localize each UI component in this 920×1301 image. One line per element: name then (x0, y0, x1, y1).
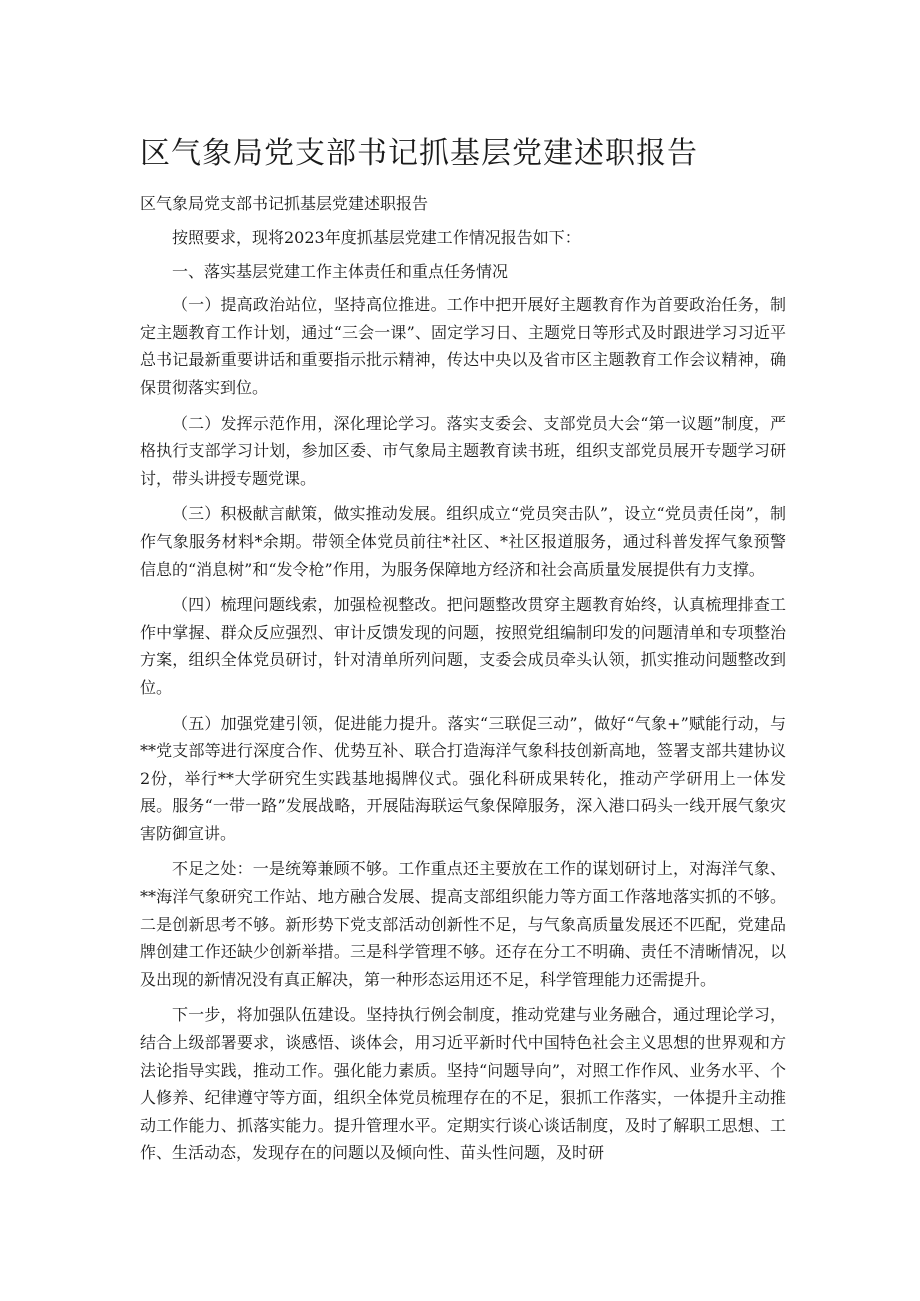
intro-paragraph: 按照要求，现将2023年度抓基层党建工作情况报告如下： (172, 228, 581, 247)
next-steps-paragraph: 下一步，将加强队伍建设。坚持执行例会制度，推动党建与业务融合，通过理论学习，结合上级部署要求，谈感悟、谈体会，用习近平新时代中国特色社会主义思想的世界观和方法论指导实践，推动工作。强化能力素质。坚持“问题导向”，对照工作作风、业务水平、个人修养、纪律遵守等方面，组织全体党员梳理存在的不足，狠抓工作落实，一体提升主动推动工作能力、抓落实能力。提升管理水平。定期实行谈心谈话制度，及时了解职工思想、工作、生活动态，发现存在的问题以及倾向性、苗头性问题，及时研 (140, 1005, 786, 1163)
paragraph-3: （三）积极献言献策，做实推动发展。组织成立“党员突击队”，设立“党员责任岗”，制作气象服务材料*余期。带领全体党员前往*社区、*社区报道服务，通过科普发挥气象预警信息的“消息树”和“发令枪”作用，为服务保障地方经济和社会高质量发展提供有力支撑。 (140, 504, 786, 579)
document-subtitle: 区气象局党支部书记抓基层党建述职报告 (140, 194, 429, 213)
document-body (140, 224, 786, 1167)
paragraph-4: （四）梳理问题线索，加强检视整改。把问题整改贯穿主题教育始终，认真梳理排查工作中掌握、群众反应强烈、审计反馈发现的问题，按照党组编制印发的问题清单和专项整治方案，组织全体党员研讨，针对清单所列问题，支委会成员牵头认领，抓实推动问题整改到位。 (140, 595, 786, 697)
paragraph-2: （二）发挥示范作用，深化理论学习。落实支委会、支部党员大会“第一议题”制度，严格执行支部学习计划，参加区委、市气象局主题教育读书班，组织支部党员展开专题学习研讨，带头讲授专题党课。 (140, 413, 786, 488)
document-title: 区气象局党支部书记抓基层党建述职报告 (140, 136, 698, 171)
shortcomings-paragraph: 不足之处：一是统筹兼顾不够。工作重点还主要放在工作的谋划研讨上，对海洋气象、**海洋气象研究工作站、地方融合发展、提高支部组织能力等方面工作落地落实抓的不够。二是创新思考不够。新形势下党支部活动创新性不足，与气象高质量发展还不匹配，党建品牌创建工作还缺少创新举措。三是科学管理不够。还存在分工不明确、责任不清晰情况，以及出现的新情况没有真正解决，第一种形态运用还不足，科学管理能力还需提升。 (140, 859, 786, 989)
paragraph-1: （一）提高政治站位，坚持高位推进。工作中把开展好主题教育作为首要政治任务，制定主题教育工作计划，通过“三会一课”、固定学习日、主题党日等形式及时跟进学习习近平总书记最新重要讲话和重要指示批示精神，传达中央以及省市区主题教育工作会议精神，确保贯彻落实到位。 (140, 295, 786, 397)
section-heading: 一、落实基层党建工作主体责任和重点任务情况 (172, 261, 509, 281)
paragraph-5: （五）加强党建引领，促进能力提升。落实“三联促三动”，做好“气象+”赋能行动，与**党支部等进行深度合作、优势互补、联合打造海洋气象科技创新高地，签署支部共建协议2份，举行**大学研究生实践基地揭牌仪式。强化科研成果转化，推动产学研用上一体发展。服务“一带一路”发展战略，开展陆海联运气象保障服务，深入港口码头一线开展气象灾害防御宣讲。 (140, 713, 786, 843)
